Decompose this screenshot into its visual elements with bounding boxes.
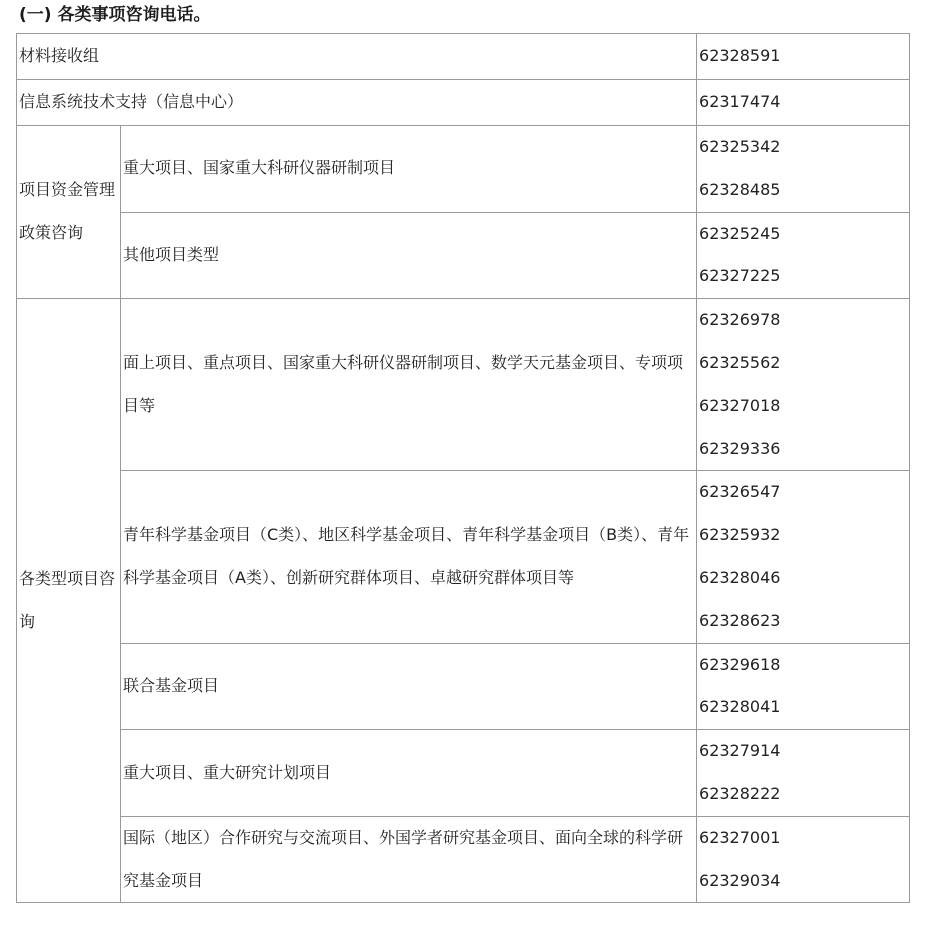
phone-number: 62327001 — [699, 827, 781, 847]
phone-number: 62327225 — [699, 266, 781, 286]
phone-number: 62328041 — [699, 697, 781, 717]
phone-number: 62326547 — [699, 482, 781, 502]
phone-number: 62329618 — [699, 654, 781, 674]
phone-number: 62328222 — [699, 783, 781, 803]
phone-cell — [697, 212, 910, 299]
phone-cell — [697, 34, 910, 80]
item-label: 重大项目、重大研究计划项目 — [121, 730, 697, 817]
item-label: 联合基金项目 — [121, 643, 697, 730]
item-label: 面上项目、重点项目、国家重大科研仪器研制项目、数学天元基金项目、专项项目等 — [121, 299, 697, 471]
table-row — [17, 80, 910, 126]
section-heading: (一) 各类事项咨询电话。 — [19, 5, 211, 25]
phone-cell — [697, 643, 910, 730]
table-row — [17, 212, 910, 299]
item-label: 其他项目类型 — [121, 212, 697, 299]
phone-number: 62328623 — [699, 610, 781, 630]
phone-cell — [697, 299, 910, 471]
item-label: 重大项目、国家重大科研仪器研制项目 — [121, 126, 697, 213]
phone-number: 62328591 — [699, 46, 781, 66]
phone-number: 62328485 — [699, 179, 781, 199]
item-label: 青年科学基金项目（C类）、地区科学基金项目、青年科学基金项目（B类）、青年科学基金项目（A类）、创新研究群体项目、卓越研究群体项目等 — [121, 471, 697, 643]
phone-cell — [697, 471, 910, 643]
phone-number: 62317474 — [699, 92, 781, 112]
table-row — [17, 816, 910, 903]
table-row — [17, 126, 910, 213]
row-label-materials: 材料接收组 — [17, 34, 697, 80]
item-label: 国际（地区）合作研究与交流项目、外国学者研究基金项目、面向全球的科学研究基金项目 — [121, 816, 697, 903]
phone-number: 62329336 — [699, 438, 781, 458]
phone-cell — [697, 730, 910, 817]
phone-number: 62325562 — [699, 352, 781, 372]
phone-number: 62325245 — [699, 223, 781, 243]
table-row — [17, 730, 910, 817]
table-row — [17, 643, 910, 730]
phone-number: 62327914 — [699, 741, 781, 761]
contact-table — [16, 33, 910, 903]
phone-number: 62329034 — [699, 870, 781, 890]
table-row — [17, 34, 910, 80]
phone-cell — [697, 816, 910, 903]
phone-number: 62325932 — [699, 525, 781, 545]
group-label-types: 各类型项目咨询 — [17, 299, 121, 903]
phone-number: 62326978 — [699, 310, 781, 330]
group-label-funding: 项目资金管理政策咨询 — [17, 126, 121, 299]
phone-cell — [697, 126, 910, 213]
phone-number: 62325342 — [699, 137, 781, 156]
table-row — [17, 299, 910, 471]
phone-cell — [697, 80, 910, 126]
row-label-it-support: 信息系统技术支持（信息中心） — [17, 80, 697, 126]
phone-number: 62328046 — [699, 567, 781, 587]
phone-number: 62327018 — [699, 395, 781, 415]
table-row — [17, 471, 910, 643]
